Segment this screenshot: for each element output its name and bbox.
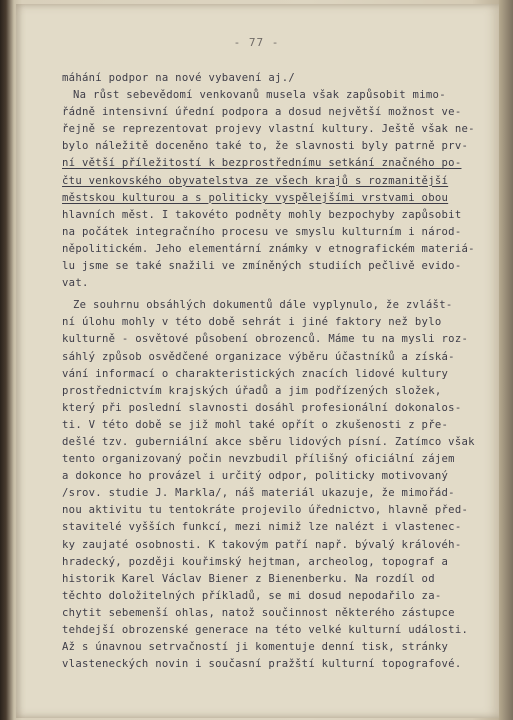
text-line-content: Na růst sebevědomí venkovanů musela však zapůsobit mimo- [73, 89, 446, 102]
text-line [62, 571, 434, 588]
text-line [62, 468, 449, 485]
text-line-content: tento organizovaný počin nevzbudil přílišný oficiální zájem [62, 453, 455, 466]
text-line-content: /srov. studie J. Markla/, náš materiál ukazuje, že mimořád- [62, 487, 455, 500]
text-line-content: dešlé tzv. guberniální akce sběru lidových písní. Zatímco však [62, 435, 475, 448]
text-line [62, 297, 453, 314]
text-line-content: ní větší příležitostí k bezprostřednímu setkání značného po- [62, 157, 462, 170]
text-line [62, 554, 449, 571]
text-line-content: vání informací o charakteristických znacích lidové kultury [62, 367, 449, 380]
text-line-content: čtu venkovského obyvatelstva ze všech krajů s rozmanitější [62, 174, 449, 187]
text-line [62, 104, 462, 121]
text-line-content: vlasteneckých novin i současní pražští kulturní topografové. [62, 658, 462, 671]
page-number: - 77 - [233, 36, 280, 49]
text-line [62, 417, 449, 434]
text-line [62, 314, 442, 331]
text-line-content: kulturně - osvětové působení obrozenců. Máme tu na mysli roz- [62, 333, 469, 346]
text-line-content: bylo náležitě doceněno také to, že slavnosti byly patrně prv- [62, 140, 469, 153]
text-line [62, 383, 442, 400]
text-line [62, 275, 434, 292]
text-line-content: vat. [62, 277, 89, 290]
text-line [62, 451, 455, 468]
text-line [62, 87, 446, 104]
text-line-content: který při poslední slavnosti dosáhl profesionální dokonalos- [62, 401, 462, 414]
text-line [62, 622, 469, 639]
text-line-content: hlavních měst. I takovéto podněty mohly bezpochyby zapůsobit [62, 208, 462, 221]
text-line-content: řádně intensivní úřední podpora a dosud největší možnost ve- [62, 106, 462, 119]
text-line [62, 519, 462, 536]
text-line [62, 366, 449, 383]
text-line [62, 331, 469, 348]
text-line-content: Ze souhrnu obsáhlých dokumentů dále vyplynulo, že zvlášt- [73, 299, 453, 312]
text-line-content: na počátek integračního procesu ve smyslu kulturním i národ- [62, 225, 462, 238]
text-line [62, 588, 442, 605]
text-line-content: a dokonce ho provázel i určitý odpor, politicky motivovaný [62, 470, 449, 483]
text-line [62, 349, 455, 366]
text-line [62, 190, 449, 207]
text-line [62, 537, 462, 554]
text-line [62, 224, 462, 241]
text-line-content: lu jsme se také snažili ve zmíněných studiích pečlivě evido- [62, 260, 462, 273]
text-line-content: nou aktivitu tu tentokráte projevilo úřednictvo, hlavně před- [62, 504, 469, 517]
text-line-content: chytit sebemenší ohlas, natož součinnost některého zástupce [62, 606, 455, 619]
text-line-content: stavitelé vyšších funkcí, mezi nimiž lze nalézt i vlastenec- [62, 521, 462, 534]
page-edge [499, 0, 513, 720]
text-line-content: něpolitickém. Jeho elementární známky v etnografickém materiá- [62, 242, 475, 255]
text-line-content: prostřednictvím krajských úřadů a jim podřízených složek, [62, 384, 442, 397]
text-line [62, 400, 462, 417]
text-line-content: městskou kulturou a s politicky vyspělejšími vrstvami obou [62, 191, 449, 204]
text-line-content: hradecký, později kouřimský hejtman, archeolog, topograf a [62, 555, 449, 568]
text-line [62, 241, 475, 258]
text-line [62, 639, 449, 656]
text-line-content: ní úlohu mohly v této době sehrát i jiné faktory než bylo [62, 316, 442, 329]
text-line [62, 155, 462, 172]
text-line-content: tehdejší obrozenské generace na této velké kulturní události. [62, 624, 469, 636]
text-line [62, 173, 449, 190]
text-line [62, 485, 455, 502]
text-line [62, 207, 462, 224]
body-text [62, 70, 475, 673]
text-line-content: máhání podpor na nové vybavení aj./ [62, 72, 296, 84]
text-line-content: řejně se reprezentovat projevy vlastní kultury. Ještě však ne- [62, 123, 475, 136]
text-line [62, 502, 469, 519]
text-line-content: těchto doložitelných příkladů, se mi dosud nepodařilo za- [62, 589, 442, 602]
text-line-content: ky zaujaté osobnosti. K takovým patří např. bývalý královéh- [62, 538, 462, 551]
text-line [62, 605, 455, 622]
text-line [62, 434, 475, 451]
text-line [62, 258, 462, 275]
text-line [62, 138, 469, 155]
text-line-content: ti. V této době se již mohl také opřít o zkušenosti z pře- [62, 418, 449, 431]
text-line [62, 121, 475, 138]
text-line [62, 656, 462, 673]
text-line-content: sáhlý způsob osvědčené organizace výběru účastníků a získá- [62, 350, 455, 363]
text-line-content: Až s únavnou setrvačností ji komentuje denní tisk, stránky [62, 641, 449, 654]
text-line-content: historik Karel Václav Biener z Bienenberku. Na rozdíl od [62, 572, 435, 585]
text-line [62, 70, 434, 87]
